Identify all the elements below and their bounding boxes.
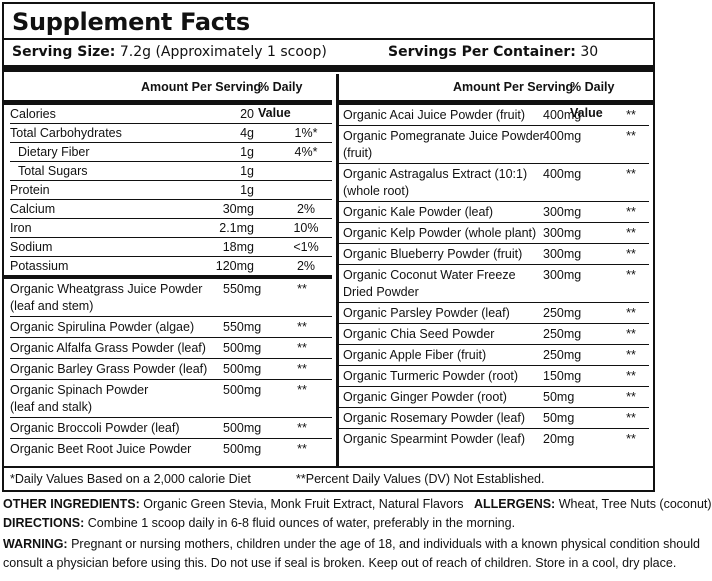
ingredient-dv: ** xyxy=(626,205,636,219)
ingredient-amount: 550mg xyxy=(223,320,262,334)
warning-text-1: Pregnant or nursing mothers, children under the age of 18, and individuals with a known physical condition should xyxy=(71,537,700,551)
nutrient-dv: 2% xyxy=(296,202,316,216)
ingredient-dv: ** xyxy=(297,442,307,456)
allergens-label: ALLERGENS: xyxy=(473,497,556,511)
ingredient-name-line2: (whole root) xyxy=(343,184,409,198)
ingredient-amount: 500mg xyxy=(223,442,262,456)
footnotes xyxy=(4,466,653,490)
ingredient-name: Organic Blueberry Powder (fruit) xyxy=(343,247,523,261)
ingredient-row xyxy=(343,126,649,163)
nutrient-name: Sodium xyxy=(10,240,53,254)
other-ingredients-text: Organic Green Stevia, Monk Fruit Extract, Natural Flavors xyxy=(143,497,464,511)
ingredient-amount: 300mg xyxy=(543,226,582,240)
ingredient-name: Organic Alfalfa Grass Powder (leaf) xyxy=(10,341,206,355)
ingredient-name-line2: (fruit) xyxy=(343,146,373,160)
ingredient-amount: 50mg xyxy=(543,411,575,425)
ingredient-amount: 50mg xyxy=(543,390,575,404)
ingredient-name: Organic Wheatgrass Juice Powder xyxy=(10,282,203,296)
ingredient-name: Organic Coconut Water Freeze xyxy=(343,268,516,282)
nutrient-amount: 4g xyxy=(240,126,254,140)
ingredient-row xyxy=(10,317,332,337)
ingredient-dv: ** xyxy=(626,129,636,143)
nutrient-amount: 1g xyxy=(240,145,254,159)
warning-line-2 xyxy=(3,554,677,573)
ingredient-row xyxy=(343,408,649,428)
ingredient-dv: ** xyxy=(626,268,636,282)
ingredient-dv: ** xyxy=(626,348,636,362)
panel-title: Supplement Facts xyxy=(12,8,250,36)
ingredient-dv: ** xyxy=(297,421,307,435)
directions-text: Combine 1 scoop daily in 6-8 fluid ounces of water, preferably in the morning. xyxy=(87,516,516,530)
ingredient-amount: 400mg xyxy=(543,129,582,143)
label-notes xyxy=(3,495,712,573)
ingredient-row xyxy=(343,244,649,264)
serving-size xyxy=(12,42,327,62)
ingredient-row xyxy=(10,439,332,459)
ingredient-row xyxy=(343,366,649,386)
warning-text-2: consult a physician before using this. Do not use if seal is broken. Keep out of reach of children. Store in a cool, dry place. xyxy=(3,556,677,570)
ingredient-row xyxy=(10,359,332,379)
ingredient-name: Organic Pomegranate Juice Powder xyxy=(343,129,544,143)
ingredient-amount: 550mg xyxy=(223,282,262,296)
ingredient-dv: ** xyxy=(626,369,636,383)
nutrient-name: Total Sugars xyxy=(18,164,88,178)
ingredient-amount: 500mg xyxy=(223,341,262,355)
not-established-footnote: **Percent Daily Values (DV) Not Established. xyxy=(296,472,545,486)
nutrient-row xyxy=(10,105,332,123)
other-ingredients-label: OTHER INGREDIENTS: xyxy=(3,497,140,511)
nutrient-name: Calcium xyxy=(10,202,56,216)
ingredient-name: Organic Parsley Powder (leaf) xyxy=(343,306,510,320)
ingredient-row xyxy=(10,418,332,438)
allergens-text: Wheat, Tree Nuts (coconut) xyxy=(558,497,712,511)
title-rule xyxy=(4,38,653,40)
ingredient-row xyxy=(10,279,332,316)
ingredient-name: Organic Broccoli Powder (leaf) xyxy=(10,421,180,435)
ingredient-dv: ** xyxy=(626,108,636,122)
ingredient-dv: ** xyxy=(297,341,307,355)
nutrient-row xyxy=(10,181,332,199)
ingredient-amount: 500mg xyxy=(223,383,262,397)
ingredient-name: Organic Chia Seed Powder xyxy=(343,327,495,341)
ingredient-dv: ** xyxy=(626,247,636,261)
ingredient-name: Organic Barley Grass Powder (leaf) xyxy=(10,362,208,376)
ingredient-name: Organic Turmeric Powder (root) xyxy=(343,369,519,383)
ingredient-amount: 250mg xyxy=(543,306,582,320)
ingredient-row xyxy=(10,380,332,417)
nutrient-amount: 2.1mg xyxy=(219,221,254,235)
ingredient-dv: ** xyxy=(297,320,307,334)
nutrient-row xyxy=(10,162,332,180)
ingredient-name: Organic Astragalus Extract (10:1) xyxy=(343,167,528,181)
ingredient-name: Organic Spirulina Powder (algae) xyxy=(10,320,195,334)
ingredient-amount: 20mg xyxy=(543,432,575,446)
ingredient-row xyxy=(343,164,649,201)
ingredient-row xyxy=(343,105,649,125)
left-column xyxy=(10,74,332,459)
ingredient-row xyxy=(343,429,649,449)
ingredient-name: Organic Apple Fiber (fruit) xyxy=(343,348,487,362)
nutrient-name: Dietary Fiber xyxy=(18,145,90,159)
ingredient-amount: 300mg xyxy=(543,205,582,219)
nutrient-amount: 20 xyxy=(240,107,254,121)
nutrient-dv: 4%* xyxy=(294,145,318,159)
amount-header-right: Amount Per Serving xyxy=(453,80,574,94)
ingredient-dv: ** xyxy=(626,327,636,341)
nutrient-row xyxy=(10,257,332,275)
ingredient-name-line2: (leaf and stem) xyxy=(10,299,94,313)
ingredient-name: Organic Spearmint Powder (leaf) xyxy=(343,432,526,446)
ingredient-row xyxy=(343,223,649,243)
ingredient-amount: 500mg xyxy=(223,362,262,376)
ingredient-name: Organic Beet Root Juice Powder xyxy=(10,442,192,456)
ingredient-amount: 250mg xyxy=(543,327,582,341)
servings-per-container-label: Servings Per Container: xyxy=(388,44,576,60)
nutrient-dv: <1% xyxy=(293,240,319,254)
ingredient-dv: ** xyxy=(626,411,636,425)
dv-header-right: % Daily Value xyxy=(570,80,615,120)
nutrient-name: Total Carbohydrates xyxy=(10,126,122,140)
ingredient-amount: 150mg xyxy=(543,369,582,383)
ingredient-dv: ** xyxy=(297,383,307,397)
ingredient-name-line2: (leaf and stalk) xyxy=(10,400,92,414)
ingredient-dv: ** xyxy=(297,362,307,376)
nutrient-name: Calories xyxy=(10,107,56,121)
ingredient-name: Organic Spinach Powder xyxy=(10,383,149,397)
nutrient-row xyxy=(10,143,332,161)
ingredient-name-line2: Dried Powder xyxy=(343,285,419,299)
nutrient-name: Protein xyxy=(10,183,50,197)
serving-size-label: Serving Size: xyxy=(12,44,116,60)
nutrient-row xyxy=(10,200,332,218)
ingredient-dv: ** xyxy=(297,282,307,296)
nutrient-dv: 1%* xyxy=(294,126,318,140)
ingredient-row xyxy=(343,345,649,365)
directions-line xyxy=(3,514,655,533)
ingredient-row xyxy=(343,202,649,222)
ingredient-dv: ** xyxy=(626,226,636,240)
warning-line-1 xyxy=(3,535,700,554)
ingredient-amount: 500mg xyxy=(223,421,262,435)
ingredient-row xyxy=(343,324,649,344)
nutrient-row xyxy=(10,219,332,237)
ingredient-name: Organic Acai Juice Powder (fruit) xyxy=(343,108,526,122)
ingredient-amount: 300mg xyxy=(543,247,582,261)
nutrient-row xyxy=(10,238,332,256)
dv-header: % Daily Value xyxy=(258,80,303,120)
ingredient-dv: ** xyxy=(626,432,636,446)
serving-rule xyxy=(4,65,653,72)
nutrient-dv: 10% xyxy=(293,221,319,235)
ingredient-dv: ** xyxy=(626,390,636,404)
servings-per-container-value: 30 xyxy=(580,44,599,60)
nutrient-amount: 30mg xyxy=(222,202,254,216)
ingredient-name: Organic Ginger Powder (root) xyxy=(343,390,507,404)
amount-header: Amount Per Serving xyxy=(141,80,262,94)
nutrient-amount: 1g xyxy=(240,183,254,197)
nutrient-amount: 1g xyxy=(240,164,254,178)
right-column xyxy=(343,74,649,449)
nutrient-name: Iron xyxy=(10,221,32,235)
ingredient-row xyxy=(10,338,332,358)
ingredient-name: Organic Kale Powder (leaf) xyxy=(343,205,494,219)
supplement-facts-panel xyxy=(2,2,655,492)
other-ingredients-line xyxy=(3,495,712,514)
servings-per-container xyxy=(388,42,598,62)
nutrient-name: Potassium xyxy=(10,259,69,273)
ingredient-row xyxy=(343,387,649,407)
ingredient-dv: ** xyxy=(626,306,636,320)
ingredient-amount: 400mg xyxy=(543,167,582,181)
nutrient-amount: 18mg xyxy=(222,240,254,254)
warning-label: WARNING: xyxy=(3,537,68,551)
dv-basis-footnote: *Daily Values Based on a 2,000 calorie Diet xyxy=(10,472,251,486)
ingredient-name: Organic Kelp Powder (whole plant) xyxy=(343,226,537,240)
ingredient-amount: 400mg xyxy=(543,108,582,122)
ingredient-row xyxy=(343,303,649,323)
nutrient-amount: 120mg xyxy=(215,259,254,273)
nutrient-dv: 2% xyxy=(296,259,316,273)
ingredient-name: Organic Rosemary Powder (leaf) xyxy=(343,411,526,425)
facts-columns xyxy=(4,74,653,466)
ingredient-dv: ** xyxy=(626,167,636,181)
directions-label: DIRECTIONS: xyxy=(3,516,85,530)
ingredient-amount: 300mg xyxy=(543,268,582,282)
serving-size-value: 7.2g (Approximately 1 scoop) xyxy=(119,44,327,60)
ingredient-amount: 250mg xyxy=(543,348,582,362)
nutrient-row xyxy=(10,124,332,142)
ingredient-row xyxy=(343,265,649,302)
